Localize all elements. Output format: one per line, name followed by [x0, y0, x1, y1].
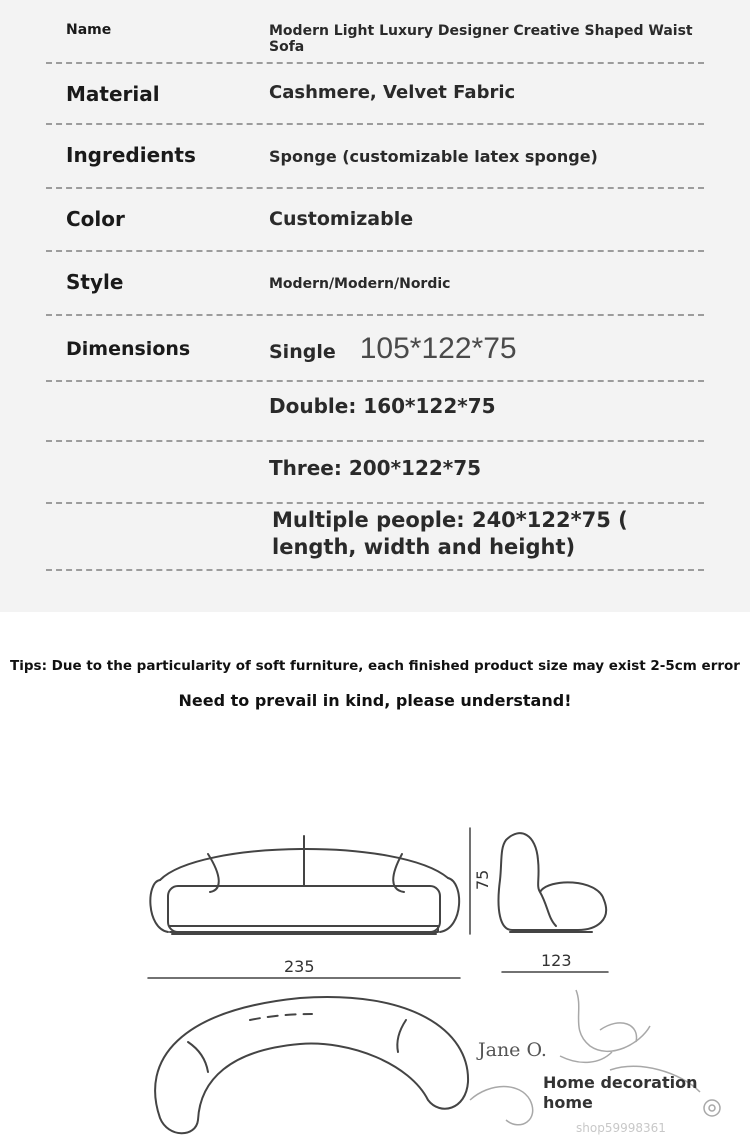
sofa-top-view	[155, 997, 468, 1133]
spec-label-color: Color	[66, 207, 125, 231]
spec-value-ingredients: Sponge (customizable latex sponge)	[269, 147, 598, 166]
sofa-side-view	[499, 833, 607, 932]
spec-row-ingredients	[46, 123, 704, 189]
spec-row-three	[46, 440, 704, 504]
spec-row-double	[46, 380, 704, 442]
single-label: Single	[269, 341, 336, 363]
watermark-shop: shop59998361	[576, 1121, 666, 1135]
spec-value-double: Double: 160*122*75	[269, 394, 496, 418]
spec-value-single	[269, 332, 517, 366]
spec-value-multiple-line1: Multiple people: 240*122*75 (	[272, 508, 628, 532]
spec-row-name	[46, 12, 704, 64]
spec-value-name: Modern Light Luxury Designer Creative Shaped Waist Sofa	[269, 23, 693, 55]
spec-value-multiple-line2: length, width and height)	[272, 535, 576, 559]
tips-line: Tips: Due to the particularity of soft furniture, each finished product size may exist 2-5cm error	[10, 658, 740, 674]
spec-row-material	[46, 62, 704, 125]
spec-label-dimensions: Dimensions	[66, 338, 191, 360]
spec-label-material: Material	[66, 82, 160, 106]
spec-label-style: Style	[66, 270, 124, 294]
spec-label-ingredients: Ingredients	[66, 143, 196, 167]
spec-value-three: Three: 200*122*75	[269, 456, 482, 480]
spec-value-material: Cashmere, Velvet Fabric	[269, 82, 516, 103]
sofa-dimension-drawing	[0, 820, 750, 1143]
sofa-front-view	[150, 836, 459, 934]
spec-row-multiple	[46, 502, 704, 571]
spec-label-name: Name	[66, 22, 112, 38]
spec-row-color	[46, 187, 704, 252]
spec-value-color: Customizable	[269, 208, 414, 230]
width-dimension-label: 235	[284, 957, 315, 976]
single-dimensions: 105*122*75	[359, 332, 517, 365]
watermark-signature: Jane O.	[478, 1039, 547, 1061]
height-dimension-label: 75	[473, 869, 492, 890]
watermark-line2: home	[543, 1093, 593, 1112]
depth-dimension-label: 123	[541, 951, 572, 970]
spec-row-dimensions	[46, 314, 704, 382]
tips-subline: Need to prevail in kind, please understand!	[178, 691, 572, 710]
spec-row-style	[46, 250, 704, 316]
spec-value-style: Modern/Modern/Nordic	[269, 276, 451, 292]
watermark-line1: Home decoration	[543, 1073, 698, 1092]
